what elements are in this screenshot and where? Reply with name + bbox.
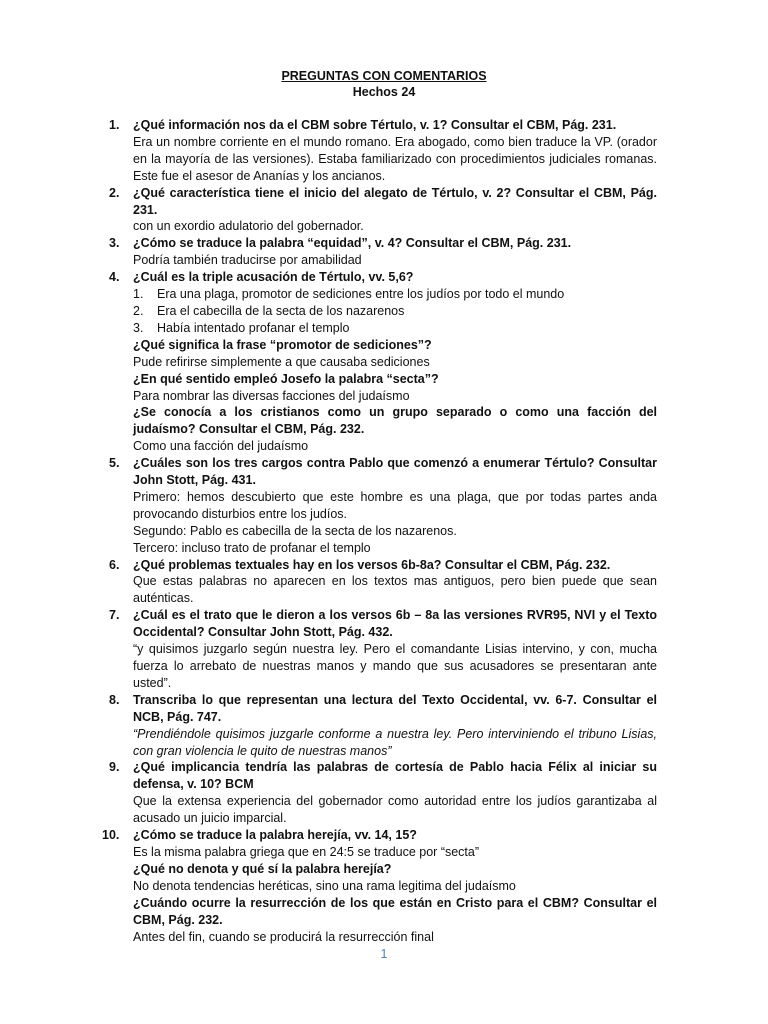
question-item-5 bbox=[110, 455, 657, 556]
sub-question-text: ¿En qué sentido empleó Josefo la palabra “secta”? bbox=[133, 371, 439, 386]
sub-question-text: ¿Cuándo ocurre la resurrección de los que están en Cristo para el CBM? Consultar el CBM, Pág. 232. bbox=[133, 895, 657, 927]
answer-text: Que la extensa experiencia del gobernador como autoridad entre los judíos garantizaba al acusado un juicio imparcial. bbox=[133, 794, 657, 826]
accusation-number: 1. bbox=[133, 287, 144, 302]
question-item-10 bbox=[102, 827, 657, 945]
sub-answer-text: Antes del fin, cuando se producirá la resurrección final bbox=[133, 929, 434, 944]
page-title: PREGUNTAS CON COMENTARIOS bbox=[281, 69, 487, 83]
question-item-4 bbox=[110, 269, 657, 455]
question-number: 5. bbox=[109, 456, 120, 471]
question-item-3 bbox=[110, 235, 657, 269]
sub-question-text: ¿Se conocía a los cristianos como un grupo separado o como una facción del judaísmo? Consultar el CBM, Pág. 232. bbox=[133, 405, 657, 437]
answer-text: Tercero: incluso trato de profanar el templo bbox=[133, 540, 371, 555]
answer-text: Podría también traducirse por amabilidad bbox=[133, 253, 362, 268]
question-number: 9. bbox=[109, 760, 120, 775]
question-text: Transcriba lo que representan una lectura del Texto Occidental, vv. 6-7. Consultar el NCB, Pág. 747. bbox=[133, 692, 657, 724]
page-number: 1 bbox=[380, 947, 388, 961]
answer-text: “Prendiéndole quisimos juzgarle conforme a nuestra ley. Pero interviniendo el tribuno Lisias, con gran violencia le quito de nuestras manos” bbox=[133, 726, 657, 758]
accusation-number: 3. bbox=[133, 320, 144, 335]
question-text: ¿Cuáles son los tres cargos contra Pablo que comenzó a enumerar Tértulo? Consultar John Stott, Pág. 431. bbox=[133, 456, 657, 488]
answer-text: Es la misma palabra griega que en 24:5 se traduce por “secta” bbox=[133, 844, 480, 859]
question-number: 8. bbox=[109, 692, 120, 707]
accusation-text: Era el cabecilla de la secta de los nazarenos bbox=[157, 303, 405, 318]
question-text: ¿Qué problemas textuales hay en los versos 6b-8a? Consultar el CBM, Pág. 232. bbox=[133, 557, 611, 572]
answer-text: Segundo: Pablo es cabecilla de la secta de los nazarenos. bbox=[133, 523, 457, 538]
answer-text: Que estas palabras no aparecen en los textos mas antiguos, pero bien puede que sean auténticas. bbox=[133, 574, 657, 606]
question-number: 1. bbox=[109, 118, 120, 132]
question-number: 3. bbox=[109, 236, 120, 251]
question-text: ¿Qué implicancia tendría las palabras de cortesía de Pablo hacia Félix al iniciar su defensa, v. 10? BCM bbox=[133, 760, 657, 792]
answer-text: Era un nombre corriente en el mundo romano. Era abogado, como bien traduce la VP. (orador en la mayoría de las versiones). Estaba familiarizado con procedimientos judiciales romanas. Este fue el asesor de Ananías y los ancianos. bbox=[133, 134, 657, 183]
question-item-1 bbox=[110, 117, 657, 185]
title-block bbox=[0, 68, 768, 100]
question-text: ¿Qué información nos da el CBM sobre Tértulo, v. 1? Consultar el CBM, Pág. 231. bbox=[133, 118, 617, 132]
question-number: 7. bbox=[109, 608, 120, 623]
page-subtitle: Hechos 24 bbox=[352, 85, 416, 99]
accusation-text: Había intentado profanar el templo bbox=[157, 320, 350, 335]
answer-text: con un exordio adulatorio del gobernador. bbox=[133, 219, 364, 234]
question-number: 2. bbox=[109, 185, 120, 200]
question-text: ¿Cómo se traduce la palabra “equidad”, v. 4? Consultar el CBM, Pág. 231. bbox=[133, 236, 572, 251]
accusation-number: 2. bbox=[133, 303, 144, 318]
question-item-6 bbox=[110, 557, 657, 608]
answer-text: Primero: hemos descubierto que este hombre es una plaga, que por todas partes anda provocando disturbios entre los judíos. bbox=[133, 489, 657, 521]
sub-answer-text: Como una facción del judaísmo bbox=[133, 439, 309, 454]
question-item-9 bbox=[110, 759, 657, 827]
question-number: 6. bbox=[109, 557, 120, 572]
accusation-text: Era una plaga, promotor de sediciones entre los judíos por todo el mundo bbox=[157, 287, 565, 302]
sub-question-text: ¿Qué no denota y qué sí la palabra herejía? bbox=[133, 861, 392, 876]
sub-answer-text: Pude refirirse simplemente a que causaba sediciones bbox=[133, 354, 430, 369]
question-item-7 bbox=[110, 607, 657, 692]
question-text: ¿Qué característica tiene el inicio del alegato de Tértulo, v. 2? Consultar el CBM, Pág. 231. bbox=[133, 185, 657, 217]
accusation-item-2 bbox=[133, 303, 657, 320]
sub-answer-text: No denota tendencias heréticas, sino una rama legitima del judaísmo bbox=[133, 878, 516, 893]
answer-text: “y quisimos juzgarlo según nuestra ley. Pero el comandante Lisias intervino, y con, mucha fuerza lo arrebato de nuestras manos y mando que sus acusadores se presentaran ante usted”. bbox=[133, 642, 657, 690]
question-text: ¿Cuál es la triple acusación de Tértulo, vv. 5,6? bbox=[133, 270, 414, 285]
sub-answer-text: Para nombrar las diversas facciones del judaísmo bbox=[133, 388, 410, 403]
question-text: ¿Cuál es el trato que le dieron a los versos 6b – 8a las versiones RVR95, NVI y el Texto Occidental? Consultar John Stott, Pág. 432. bbox=[133, 608, 657, 640]
question-list bbox=[102, 117, 657, 945]
question-item-2 bbox=[110, 185, 657, 236]
sub-question-text: ¿Qué significa la frase “promotor de sediciones”? bbox=[133, 337, 432, 352]
question-text: ¿Cómo se traduce la palabra herejía, vv. 14, 15? bbox=[133, 828, 417, 843]
question-number: 10. bbox=[102, 828, 120, 843]
accusation-item-1 bbox=[133, 286, 657, 303]
question-number: 4. bbox=[109, 270, 120, 285]
question-item-8 bbox=[110, 692, 657, 760]
accusation-item-3 bbox=[133, 320, 657, 337]
